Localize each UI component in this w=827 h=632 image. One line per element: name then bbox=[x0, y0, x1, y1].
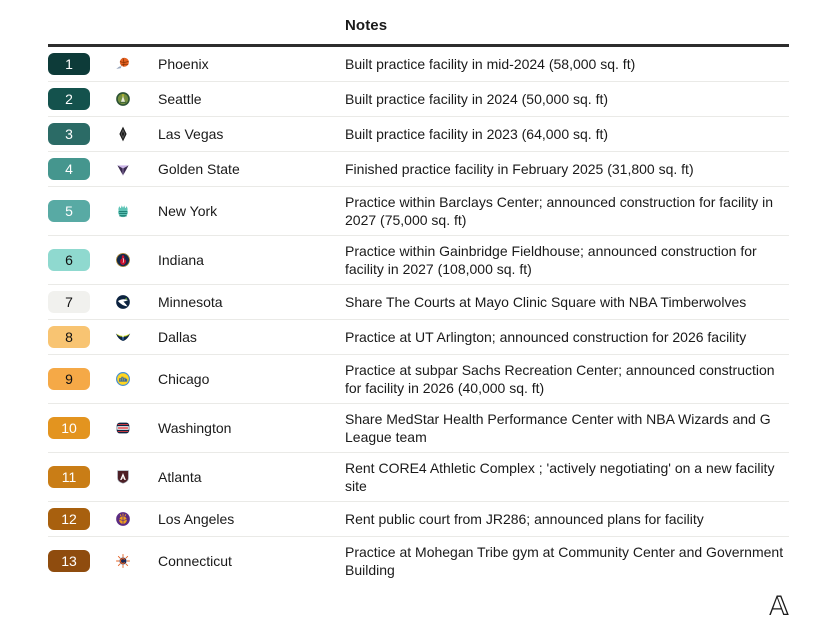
note-text: Practice at subpar Sachs Recreation Center; announced construction for facility in 2026 (40,000 sq. ft) bbox=[345, 362, 775, 396]
los-angeles-sparks-logo bbox=[114, 510, 132, 528]
table-row bbox=[48, 117, 789, 152]
chicago-sky-logo bbox=[114, 370, 132, 388]
note-text: Share MedStar Health Performance Center with NBA Wizards and G League team bbox=[345, 411, 771, 445]
team-name: Chicago bbox=[158, 371, 210, 387]
rank-badge: 2 bbox=[48, 88, 90, 110]
team-name: Atlanta bbox=[158, 469, 202, 485]
team-name: Phoenix bbox=[158, 56, 209, 72]
table-row bbox=[48, 537, 789, 585]
team-name: Washington bbox=[158, 420, 232, 436]
connecticut-sun-logo bbox=[114, 552, 132, 570]
table-row bbox=[48, 320, 789, 355]
note-text: Rent CORE4 Athletic Complex ; 'actively negotiating' on a new facility site bbox=[345, 460, 775, 494]
team-name: Los Angeles bbox=[158, 511, 235, 527]
rank-badge: 12 bbox=[48, 508, 90, 530]
table-row bbox=[48, 453, 789, 502]
rank-badge: 7 bbox=[48, 291, 90, 313]
minnesota-lynx-logo bbox=[114, 293, 132, 311]
rank-badge: 1 bbox=[48, 53, 90, 75]
note-text: Practice at UT Arlington; announced construction for 2026 facility bbox=[345, 329, 747, 345]
table-row bbox=[48, 285, 789, 320]
note-text: Built practice facility in mid-2024 (58,000 sq. ft) bbox=[345, 56, 636, 72]
new-york-liberty-logo bbox=[114, 202, 132, 220]
rank-badge: 4 bbox=[48, 158, 90, 180]
rank-badge: 9 bbox=[48, 368, 90, 390]
table-row bbox=[48, 355, 789, 404]
note-text: Built practice facility in 2023 (64,000 sq. ft) bbox=[345, 126, 609, 142]
team-name: Connecticut bbox=[158, 553, 232, 569]
rank-badge: 10 bbox=[48, 417, 90, 439]
note-text: Built practice facility in 2024 (50,000 sq. ft) bbox=[345, 91, 609, 107]
rank-badge: 13 bbox=[48, 550, 90, 572]
table-row bbox=[48, 47, 789, 82]
team-name: Seattle bbox=[158, 91, 202, 107]
table-row bbox=[48, 82, 789, 117]
table-row bbox=[48, 152, 789, 187]
table-row bbox=[48, 404, 789, 453]
team-name: New York bbox=[158, 203, 218, 219]
note-text: Share The Courts at Mayo Clinic Square with NBA Timberwolves bbox=[345, 294, 747, 310]
seattle-storm-logo bbox=[114, 90, 132, 108]
rank-badge: 6 bbox=[48, 249, 90, 271]
las-vegas-aces-logo bbox=[114, 125, 132, 143]
table-header bbox=[48, 10, 789, 47]
washington-mystics-logo bbox=[114, 419, 132, 437]
note-text: Finished practice facility in February 2025 (31,800 sq. ft) bbox=[345, 161, 694, 177]
indiana-fever-logo bbox=[114, 251, 132, 269]
rank-badge: 5 bbox=[48, 200, 90, 222]
note-text: Practice within Gainbridge Fieldhouse; announced construction for facility in 2027 (108,000 sq. ft) bbox=[345, 243, 757, 277]
the-athletic-logo: 𝔸 bbox=[769, 591, 789, 622]
team-name: Indiana bbox=[158, 252, 204, 268]
table-row bbox=[48, 187, 789, 236]
team-name: Golden State bbox=[158, 161, 240, 177]
notes-column-header: Notes bbox=[345, 17, 388, 34]
table-body bbox=[48, 47, 789, 585]
note-text: Practice within Barclays Center; announced construction for facility in 2027 (75,000 sq. ft) bbox=[345, 194, 773, 228]
rank-badge: 8 bbox=[48, 326, 90, 348]
dallas-wings-logo bbox=[114, 328, 132, 346]
atlanta-dream-logo bbox=[114, 468, 132, 486]
rank-badge: 3 bbox=[48, 123, 90, 145]
rank-badge: 11 bbox=[48, 466, 90, 488]
table-row bbox=[48, 236, 789, 285]
note-text: Practice at Mohegan Tribe gym at Community Center and Government Building bbox=[345, 544, 784, 578]
table-row bbox=[48, 502, 789, 537]
golden-state-valkyries-logo bbox=[114, 160, 132, 178]
note-text: Rent public court from JR286; announced plans for facility bbox=[345, 511, 704, 527]
team-name: Las Vegas bbox=[158, 126, 224, 142]
team-practice-facility-table bbox=[48, 10, 789, 585]
team-name: Minnesota bbox=[158, 294, 223, 310]
phoenix-mercury-logo bbox=[114, 55, 132, 73]
team-name: Dallas bbox=[158, 329, 197, 345]
